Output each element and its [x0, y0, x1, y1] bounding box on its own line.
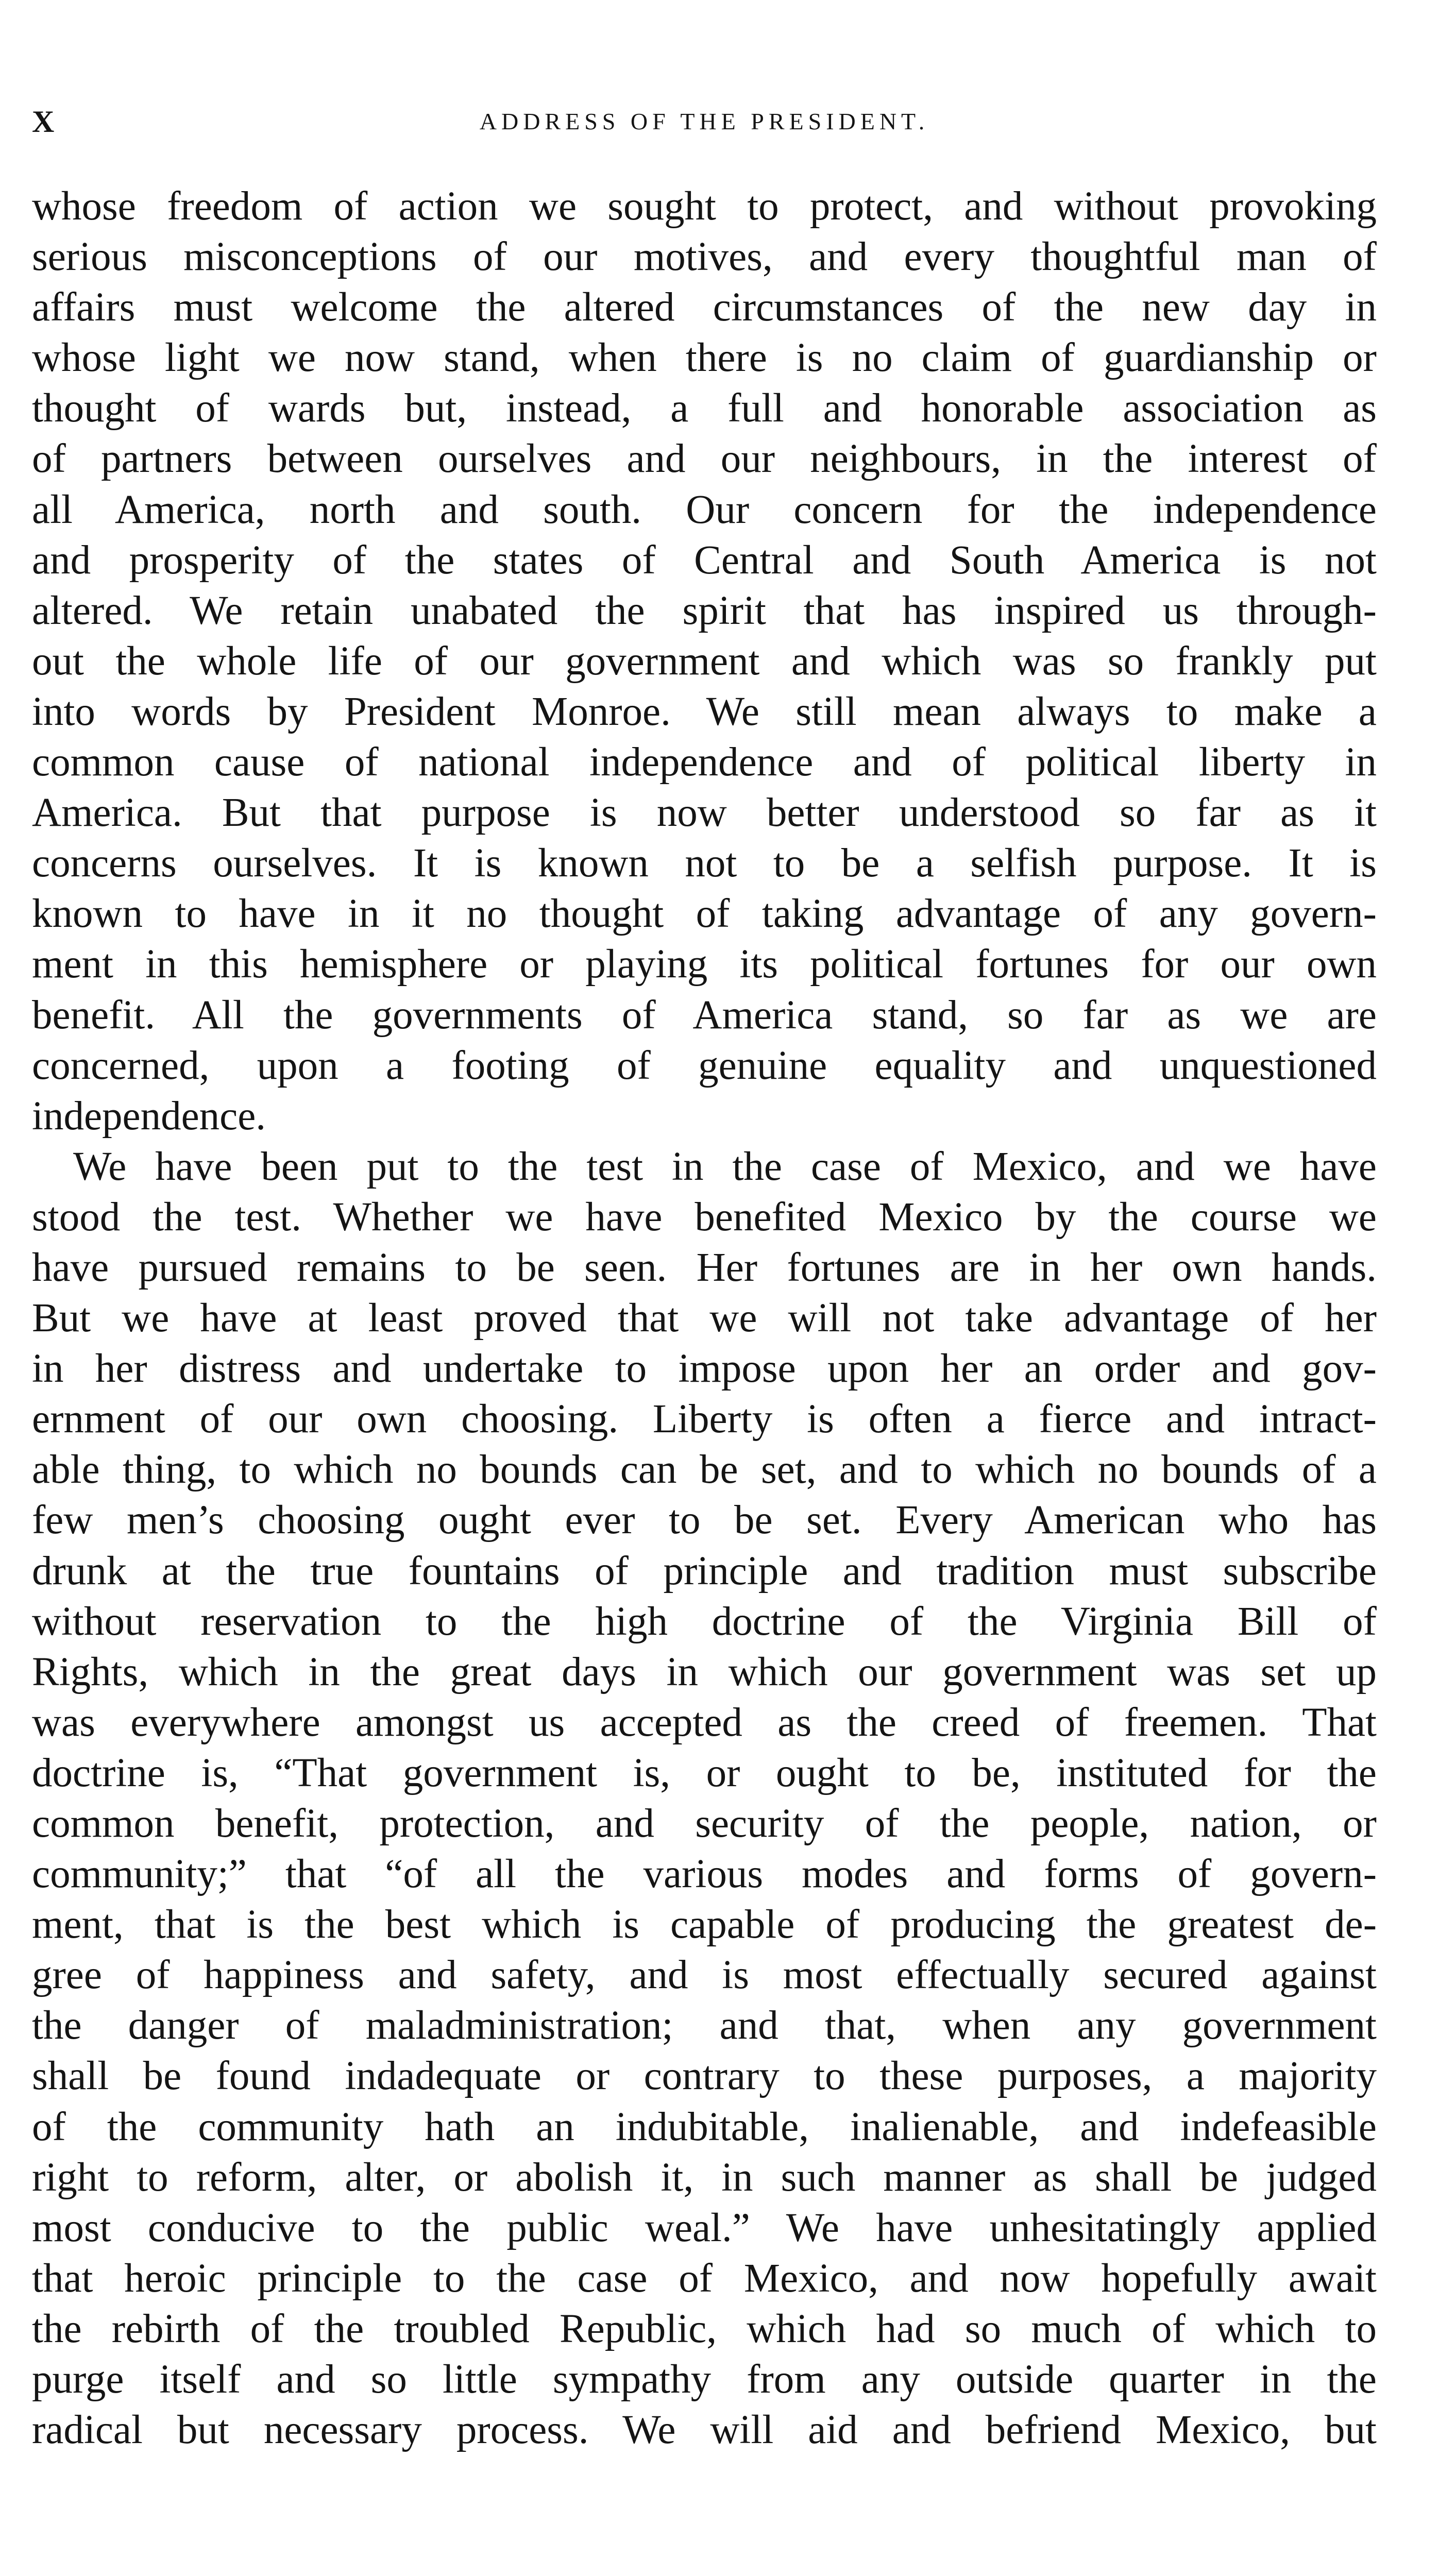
text-line: concerned, upon a footing of genuine equality and unquestioned: [32, 1043, 1377, 1088]
text-line: most conducive to the public weal.” We have unhesitatingly applied: [32, 2205, 1377, 2250]
text-line: whose light we now stand, when there is no claim of guardianship or: [32, 335, 1377, 381]
text-line: stood the test. Whether we have benefited Mexico by the course we: [32, 1194, 1377, 1240]
text-line: purge itself and so little sympathy from any outside quarter in the: [32, 2357, 1377, 2402]
text-line: all America, north and south. Our concern for the independence: [32, 487, 1377, 532]
paragraph-start-line: We have been put to the test in the case of Mexico, and we have: [73, 1144, 1377, 1189]
text-line: have pursued remains to be seen. Her fortunes are in her own hands.: [32, 1245, 1377, 1290]
text-line: able thing, to which no bounds can be set, and to which no bounds of a: [32, 1447, 1377, 1493]
text-line: concerns ourselves. It is known not to be a selfish purpose. It is: [32, 841, 1377, 886]
text-line: of partners between ourselves and our neighbours, in the interest of: [32, 436, 1377, 482]
text-line: community;” that “of all the various modes and forms of govern-: [32, 1852, 1377, 1897]
text-line: ment, that is the best which is capable of producing the greatest de-: [32, 1902, 1377, 1947]
text-line: gree of happiness and safety, and is most effectually secured against: [32, 1953, 1377, 1998]
body-text: [32, 181, 1377, 2455]
paragraph-end-line: independence.: [32, 1093, 266, 1139]
text-line: few men’s choosing ought ever to be set. Every American who has: [32, 1498, 1377, 1543]
text-line: of the community hath an indubitable, inalienable, and indefeasible: [32, 2104, 1377, 2149]
text-line: common cause of national independence and of political liberty in: [32, 740, 1377, 785]
text-line: benefit. All the governments of America stand, so far as we are: [32, 992, 1377, 1038]
text-line: radical but necessary process. We will aid and befriend Mexico, but: [32, 2408, 1377, 2453]
running-head: [32, 101, 1377, 142]
text-line: right to reform, alter, or abolish it, in such manner as shall be judged: [32, 2155, 1377, 2200]
text-line: shall be found indadequate or contrary to these purposes, a majority: [32, 2054, 1377, 2099]
text-line: known to have in it no thought of taking advantage of any govern-: [32, 891, 1377, 937]
text-line: the rebirth of the troubled Republic, which had so much of which to: [32, 2306, 1377, 2351]
text-line: But we have at least proved that we will not take advantage of her: [32, 1296, 1377, 1341]
text-line: without reservation to the high doctrine of the Virginia Bill of: [32, 1599, 1377, 1644]
text-line: ernment of our own choosing. Liberty is often a fierce and intract-: [32, 1397, 1377, 1442]
text-line: common benefit, protection, and security of the people, nation, or: [32, 1801, 1377, 1846]
text-line: drunk at the true fountains of principle and tradition must subscribe: [32, 1548, 1377, 1594]
text-line: altered. We retain unabated the spirit that has inspired us through-: [32, 588, 1377, 633]
text-line: that heroic principle to the case of Mexico, and now hopefully await: [32, 2256, 1377, 2301]
text-line: Rights, which in the great days in which our government was set up: [32, 1649, 1377, 1694]
text-line: and prosperity of the states of Central and South America is not: [32, 537, 1377, 583]
text-line: out the whole life of our government and which was so frankly put: [32, 638, 1377, 684]
text-line: serious misconceptions of our motives, and every thoughtful man of: [32, 234, 1377, 280]
text-line: in her distress and undertake to impose upon her an order and gov-: [32, 1346, 1377, 1392]
text-line: into words by President Monroe. We still mean always to make a: [32, 689, 1377, 734]
running-title: ADDRESS OF THE PRESIDENT.: [479, 108, 929, 134]
text-line: ment in this hemisphere or playing its political fortunes for our own: [32, 942, 1377, 987]
text-line: whose freedom of action we sought to protect, and without provoking: [32, 184, 1377, 229]
page-number: X: [32, 105, 56, 139]
text-line: affairs must welcome the altered circumstances of the new day in: [32, 285, 1377, 330]
text-line: the danger of maladministration; and that, when any government: [32, 2003, 1377, 2048]
text-line: was everywhere amongst us accepted as the creed of freemen. That: [32, 1700, 1377, 1745]
text-line: thought of wards but, instead, a full and honorable association as: [32, 386, 1377, 431]
text-line: doctrine is, “That government is, or ought to be, instituted for the: [32, 1750, 1377, 1795]
text-line: America. But that purpose is now better understood so far as it: [32, 790, 1377, 836]
